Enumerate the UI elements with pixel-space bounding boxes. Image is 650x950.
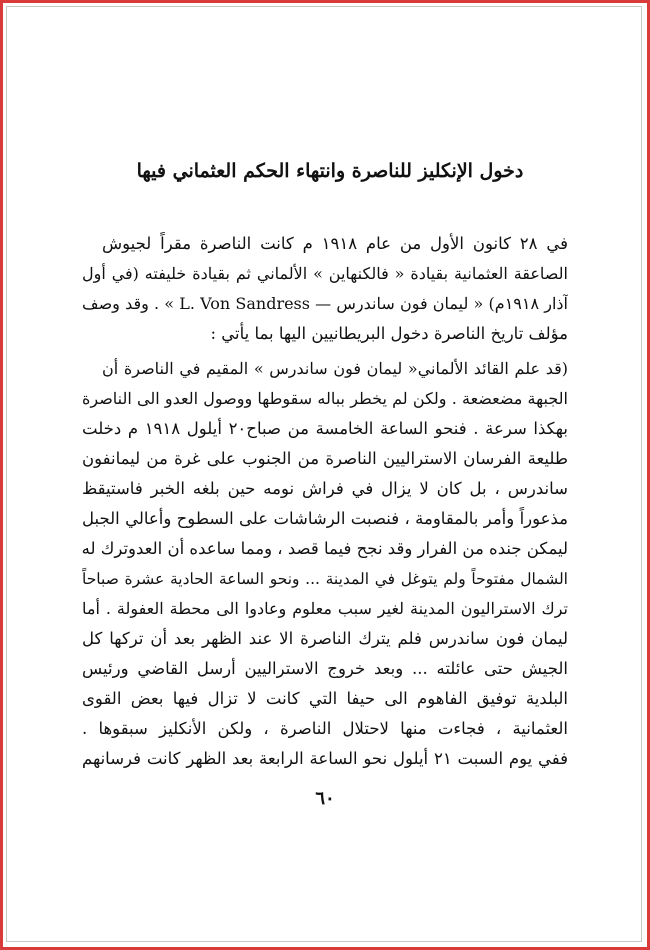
text-line: مؤلف تاريخ الناصرة دخول البريطانيين اليها بما يأتي : [210,324,568,343]
text-line: ترك الاستراليون المدينة لغير سبب معلوم وعادوا الى محطة العفولة . أما [82,599,568,618]
chapter-title: دخول الإنكليز للناصرة وانتهاء الحكم العثماني فيها [136,160,524,182]
text-line: الجبهة مضعضعة . ولكن لم يخطر بباله سقوطها ووصول العدو الى الناصرة [82,389,568,408]
text-line: العثمانية ، فجاءت منها لاحتلال الناصرة ، ولكن الأنكليز سبقوها . [82,719,568,738]
text-line: البلدية توفيق الفاهوم الى حيفا التي كانت لا تزال فيها بعض القوى [82,689,568,708]
page-number: ٦٠ [315,788,335,809]
text-line: طليعة الفرسان الاستراليين الناصرة من الجنوب على غرة من ليمانفون [82,449,568,468]
text-line: في ٢٨ كانون الأول من عام ١٩١٨ م كانت الناصرة مقراً لجيوش [102,234,568,253]
text-line: ساندرس ، بل كان لا يزال في فراش نومه حين بلغه الخبر فاستيقظ [82,479,568,498]
text-line: مذعوراً وأمر بالمقاومة ، فنصبت الرشاشات على السطوح وأعالي الجبل [82,509,568,528]
text-line: بهكذا سرعة . فنحو الساعة الخامسة من صباح٢٠ أيلول ١٩١٨ م دخلت [82,419,568,438]
text-line: آذار ١٩١٨م) « ليمان فون ساندرس — L. Von Sandress » . وقد وصف [82,294,568,313]
text-line: ففي يوم السبت ٢١ أيلول نحو الساعة الرابعة بعد الظهر كانت فرسانهم [82,749,568,768]
text-line: الجيش حتى عائلته ... وبعد خروج الاستراليين أرسل القاضي ورئيس [82,659,568,678]
text-line: الصاعقة العثمانية بقيادة « فالكنهاين » الألماني ثم بقيادة خليفته (في أول [82,264,568,283]
text-line: (قد علم القائد الألماني« ليمان فون ساندرس » المقيم في الناصرة أن [102,359,568,378]
text-line: الشمال مفتوحاً ولم يتوغل في المدينة ... ونحو الساعة الحادية عشرة صباحاً [82,570,568,588]
text-line: ليمان فون ساندرس فلم يترك الناصرة الا عند الظهر بعد أن تركها كل [82,629,568,648]
text-line: ليمكن جنده من الفرار وقد نجح فيما قصد ، ومما ساعده أن العدوترك له [82,539,568,558]
